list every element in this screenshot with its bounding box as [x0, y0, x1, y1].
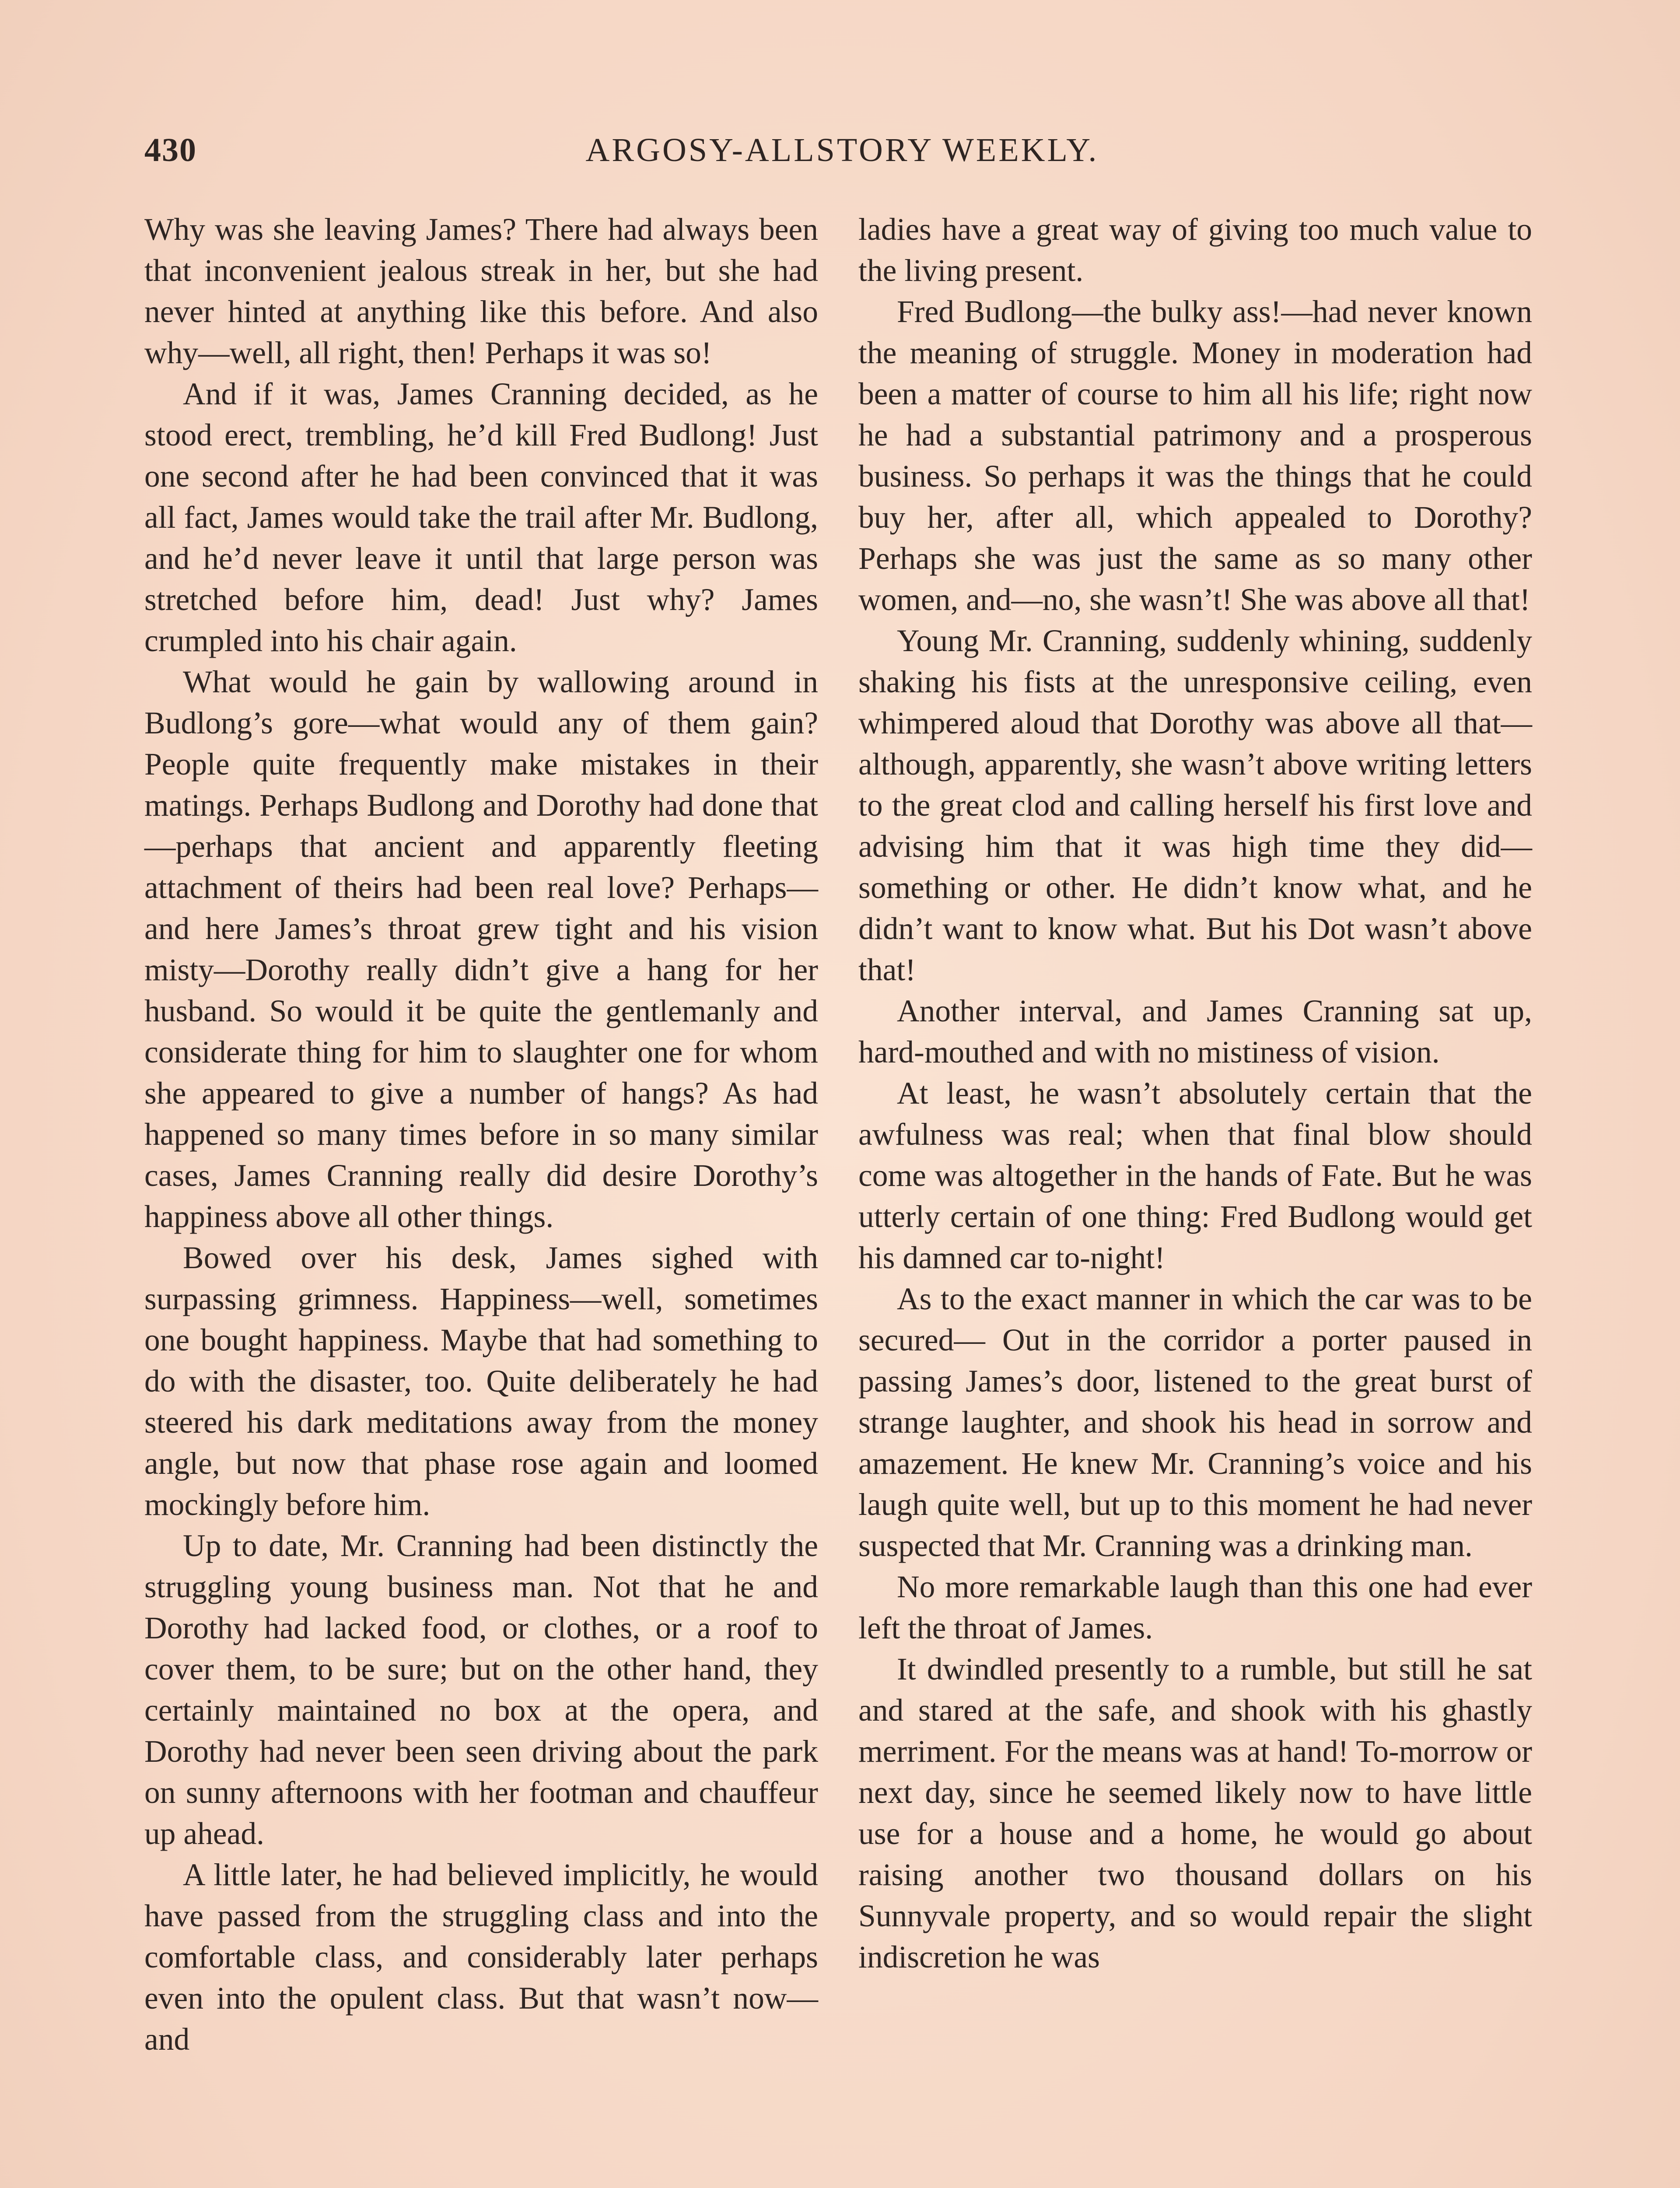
paragraph: As to the exact manner in which the car was to be secured— Out in the corridor a porter paused in passing James’s door, listened to the great burst of strange laughter, and shook his head in sorrow and amazement. He knew Mr. Cranning’s voice and his laugh quite well, but up to this moment he had never suspected that Mr. Cranning was a drinking man.: [858, 1282, 1532, 1563]
paragraph: A little later, he had believed implicitly, he would have passed from the struggling class and into the comfortable class, and considerably later perhaps even into the opulent class. But that wasn’t now—and: [144, 1858, 818, 2057]
page-header: [144, 131, 1540, 184]
left-column: [144, 209, 818, 2060]
paragraph: Fred Budlong—the bulky ass!—had never known the meaning of struggle. Money in moderation had been a matter of course to him all his life; right now he had a substantial patrimony and a prosperous business. So perhaps it was the things that he could buy her, after all, which appealed to Dorothy? Perhaps she was just the same as so many other women, and—no, she wasn’t! She was above all that!: [858, 295, 1532, 617]
paragraph: No more remarkable laugh than this one had ever left the throat of James.: [858, 1570, 1532, 1645]
paragraph: What would he gain by wallowing around in Budlong’s gore—what would any of them gain? People quite frequently make mistakes in their matings. Perhaps Budlong and Dorothy had done that—perhaps that ancient and apparently fleeting attachment of theirs had been real love? Perhaps—and here James’s throat grew tight and his vision misty—Dorothy really didn’t give a hang for her husband. So would it be quite the gentlemanly and considerate thing for him to slaughter one for whom she appeared to give a number of hangs? As had happened so many times before in so many similar cases, James Cranning really did desire Dorothy’s happiness above all other things.: [144, 665, 818, 1234]
page-number: 430: [144, 132, 197, 168]
right-column: [858, 209, 1532, 1978]
paragraph: Another interval, and James Cranning sat up, hard-mouthed and with no mistiness of vision.: [858, 994, 1532, 1069]
paragraph: Bowed over his desk, James sighed with surpassing grimness. Happiness—well, sometimes one bought happiness. Maybe that had something to do with the disaster, too. Quite deliberately he had steered his dark meditations away from the money angle, but now that phase rose again and loomed mockingly before him.: [144, 1241, 818, 1522]
paragraph: Why was she leaving James? There had always been that inconvenient jealous streak in her, but she had never hinted at anything like this before. And also why—well, all right, then! Perhaps it was so!: [144, 212, 818, 370]
paragraph: It dwindled presently to a rumble, but still he sat and stared at the safe, and shook with his ghastly merriment. For the means was at hand! To-morrow or next day, since he seemed likely now to have little use for a house and a home, he would go about raising another two thousand dollars on his Sunnyvale property, and so would repair the slight indiscretion he was: [858, 1652, 1532, 1974]
paragraph: And if it was, James Cranning decided, as he stood erect, trembling, he’d kill Fred Budlong! Just one second after he had been convinced that it was all fact, James would take the trail after Mr. Budlong, and he’d never leave it until that large person was stretched before him, dead! Just why? James crumpled into his chair again.: [144, 377, 818, 658]
paragraph: At least, he wasn’t absolutely certain that the awfulness was real; when that final blow should come was altogether in the hands of Fate. But he was utterly certain of one thing: Fred Budlong would get his damned car to-night!: [858, 1076, 1532, 1275]
paragraph: Up to date, Mr. Cranning had been distinctly the struggling young business man. Not that he and Dorothy had lacked food, or clothes, or a roof to cover them, to be sure; but on the other hand, they certainly maintained no box at the opera, and Dorothy had never been seen driving about the park on sunny afternoons with her footman and chauffeur up ahead.: [144, 1529, 818, 1851]
paragraph: ladies have a great way of giving too much value to the living present.: [858, 212, 1532, 288]
running-head: ARGOSY-ALLSTORY WEEKLY.: [585, 132, 1099, 168]
paragraph: Young Mr. Cranning, suddenly whining, suddenly shaking his fists at the unresponsive ceiling, even whimpered aloud that Dorothy was above all that—although, apparently, she wasn’t above writing letters to the great clod and calling herself his first love and advising him that it was high time they did—something or other. He didn’t know what, and he didn’t want to know what. But his Dot wasn’t above that!: [858, 624, 1532, 987]
